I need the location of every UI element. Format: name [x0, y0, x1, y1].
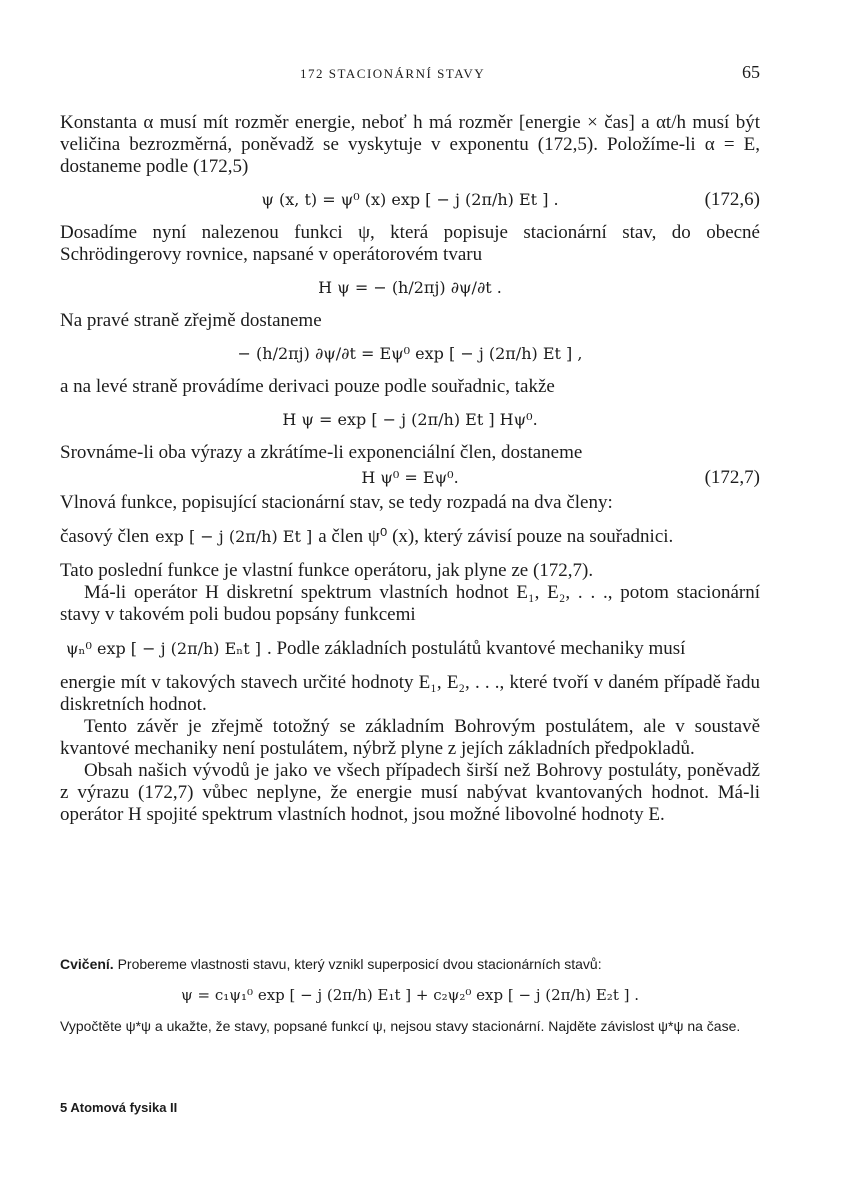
running-title: 172 STACIONÁRNÍ STAVY: [300, 66, 486, 81]
exercise-label: Cvičení.: [60, 956, 114, 972]
equation-172-6: [60, 178, 760, 222]
exercise-equation: [60, 973, 760, 1017]
page-header: [60, 62, 760, 86]
inline-formula: ψₙ⁰ exp [ − j (2π/h) Eₙt ]: [66, 639, 261, 658]
page-footer: 5 Atomová fysika II: [60, 1100, 178, 1115]
inline-equation-line: [60, 514, 760, 560]
paragraph: a na levé straně provádíme derivaci pouze podle souřadnic, takže: [60, 376, 555, 397]
equation-body: ψ = c₁ψ₁⁰ exp [ − j (2π/h) E₁t ] + c₂ψ₂⁰ exp [ − j (2π/h) E₂t ] .: [180, 986, 639, 1004]
equation-schrodinger: [60, 266, 760, 310]
equation-body: H ψ = exp [ − j (2π/h) Et ] Hψ⁰.: [282, 410, 538, 429]
paragraph: Srovnáme-li oba výrazy a zkrátíme-li exponenciální člen, dostaneme: [60, 442, 583, 463]
paragraph: Obsah našich vývodů je jako ve všech případech širší než Bohrovy postuláty, poněvadž z výrazu (172,7) vůbec neplyne, že energie musí nabývat kvantovaných hodnot. Má-li operátor H spojité spektrum vlastních hodnot, jsou možné libovolné hodnoty E.: [60, 760, 760, 825]
equation-right-side: [60, 332, 760, 376]
paragraph: Tato poslední funkce je vlastní funkce operátoru, jak plyne ze (172,7).: [60, 560, 594, 581]
equation-body: − (h/2πj) ∂ψ/∂t = Eψ⁰ exp [ − j (2π/h) Et ] ,: [237, 344, 583, 363]
equation-left-side: [60, 398, 760, 442]
equation-body: H ψ⁰ = Eψ⁰.: [361, 468, 459, 487]
text-span: a člen ψ⁰ (x), který závisí pouze na souřadnici.: [318, 526, 674, 547]
equation-body: ψ (x, t) = ψ⁰ (x) exp [ − j (2π/h) Et ] .: [261, 190, 559, 209]
exercise-intro: [60, 955, 760, 973]
paragraph: Konstanta α musí mít rozměr energie, neboť h má rozměr [energie × čas] a αt/h musí být veličina bezrozměrná, poněvadž se vyskytuje v exponentu (172,5). Položíme-li α = E, dostaneme podle (172,5): [60, 112, 760, 177]
text-span: . Podle základních postulátů kvantové mechaniky musí: [266, 638, 686, 659]
inline-formula: exp [ − j (2π/h) Et ]: [155, 527, 313, 546]
text-span: časový člen: [60, 526, 150, 547]
paragraph: Má-li operátor H diskretní spektrum vlastních hodnot E₁, E₂, . . ., potom stacionární stavy v takovém poli budou popsány funkcemi: [60, 582, 760, 625]
exercise-section: [60, 955, 760, 1035]
paragraph: energie mít v takových stavech určité hodnoty E₁, E₂, . . ., které tvoří v daném případě řadu diskretních hodnot.: [60, 672, 760, 715]
paragraph: Tento závěr je zřejmě totožný se základním Bohrovým postulátem, ale v soustavě kvantové mechaniky není postulátem, nýbrž plyne z jejích základních předpokladů.: [60, 716, 760, 759]
page-number: 65: [742, 62, 760, 82]
paragraph: Na pravé straně zřejmě dostaneme: [60, 310, 322, 331]
inline-equation-line: [60, 626, 760, 672]
main-text: [60, 112, 760, 826]
equation-body: H ψ = − (h/2πj) ∂ψ/∂t .: [318, 278, 502, 297]
exercise-task: Vypočtěte ψ*ψ a ukažte, že stavy, popsané funkcí ψ, nejsou stavy stacionární. Najděte závislost ψ*ψ na čase.: [60, 1018, 741, 1034]
equation-label: (172,7): [704, 467, 760, 488]
paragraph: Vlnová funkce, popisující stacionární stav, se tedy rozpadá na dva členy:: [60, 492, 613, 513]
paragraph: Dosadíme nyní nalezenou funkci ψ, která popisuje stacionární stav, do obecné Schrödingerovy rovnice, napsané v operátorovém tvaru: [60, 222, 760, 265]
equation-label: (172,6): [704, 189, 760, 210]
exercise-text: Probereme vlastnosti stavu, který vznikl superposicí dvou stacionárních stavů:: [117, 956, 602, 972]
equation-172-7: [60, 464, 760, 492]
